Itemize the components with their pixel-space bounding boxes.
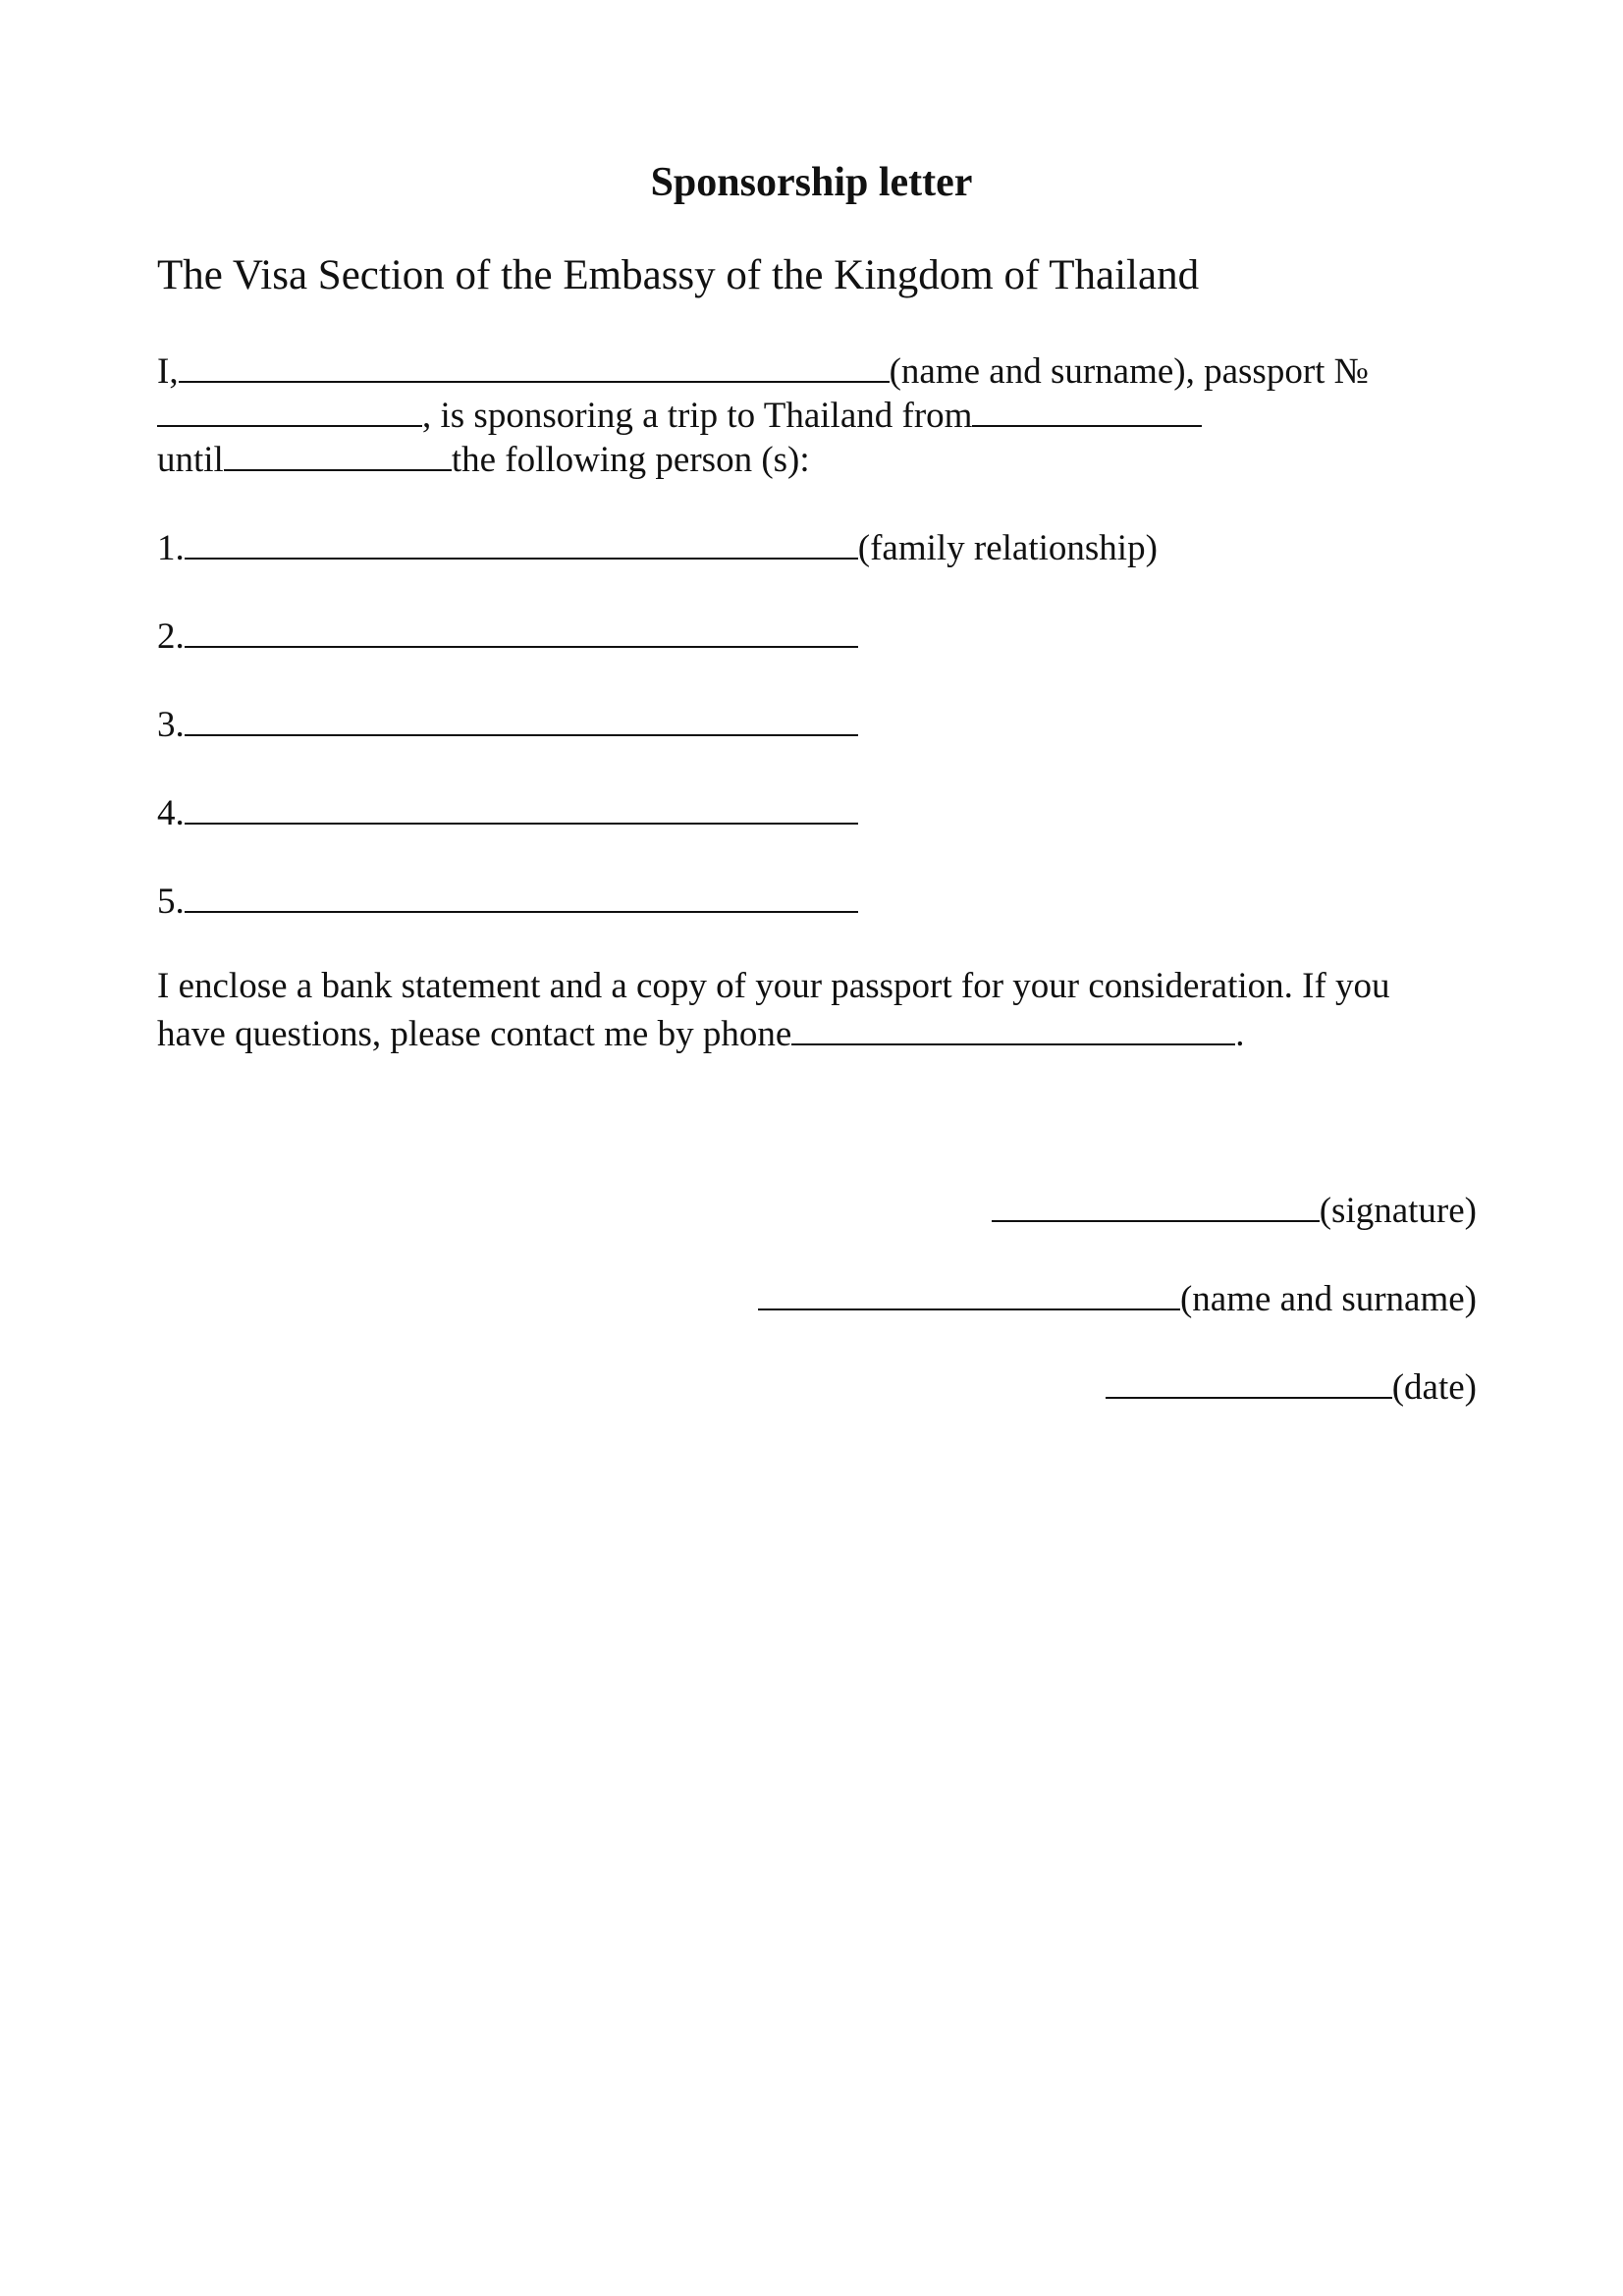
passport-number-field[interactable] — [157, 390, 422, 427]
printed-name-hint: (name and surname) — [1179, 1279, 1477, 1319]
intro-line-3 — [157, 434, 810, 482]
printed-name-field[interactable] — [758, 1273, 1180, 1310]
person-number: 4. — [157, 793, 185, 833]
date-line — [1106, 1362, 1477, 1410]
until-label: until — [157, 440, 224, 480]
intro-prefix: I, — [157, 351, 179, 392]
person-row — [157, 522, 1158, 570]
printed-name-line — [758, 1273, 1477, 1321]
person-name-field[interactable] — [185, 699, 858, 736]
enclosure-line-2 — [157, 1008, 1245, 1056]
enclosure-phone-prefix: have questions, please contact me by phone — [157, 1014, 792, 1054]
signature-field[interactable] — [992, 1185, 1320, 1222]
enclosure-period: . — [1235, 1014, 1245, 1054]
sponsoring-text: , is sponsoring a trip to Thailand from — [422, 396, 973, 436]
phone-field[interactable] — [791, 1008, 1235, 1045]
intro-line-1 — [157, 346, 1369, 394]
person-number: 1. — [157, 528, 185, 568]
sponsor-name-field[interactable] — [179, 346, 890, 383]
signature-hint: (signature) — [1319, 1191, 1477, 1231]
person-row — [157, 876, 858, 924]
sponsor-name-hint: (name and surname), passport № — [889, 351, 1369, 392]
person-relationship-hint: (family relationship) — [857, 528, 1158, 568]
page-title: Sponsorship letter — [650, 160, 973, 205]
person-name-field[interactable] — [185, 522, 858, 560]
trip-end-date-field[interactable] — [224, 434, 452, 471]
trip-start-date-field[interactable] — [972, 390, 1202, 427]
person-name-field[interactable] — [185, 611, 858, 648]
addressee-line: The Visa Section of the Embassy of the Kingdom of Thailand — [157, 252, 1200, 298]
person-number: 5. — [157, 881, 185, 922]
person-row — [157, 611, 858, 659]
date-hint: (date) — [1391, 1367, 1477, 1408]
person-row — [157, 699, 858, 747]
person-name-field[interactable] — [185, 876, 858, 913]
following-text: the following person (s): — [451, 440, 810, 480]
person-number: 3. — [157, 705, 185, 745]
enclosure-line-1: I enclose a bank statement and a copy of your passport for your consideration. If you — [157, 966, 1390, 1006]
signature-line — [992, 1185, 1477, 1233]
intro-line-2 — [157, 390, 1202, 438]
person-name-field[interactable] — [185, 787, 858, 825]
date-field[interactable] — [1106, 1362, 1392, 1399]
person-number: 2. — [157, 616, 185, 657]
person-row — [157, 787, 858, 835]
